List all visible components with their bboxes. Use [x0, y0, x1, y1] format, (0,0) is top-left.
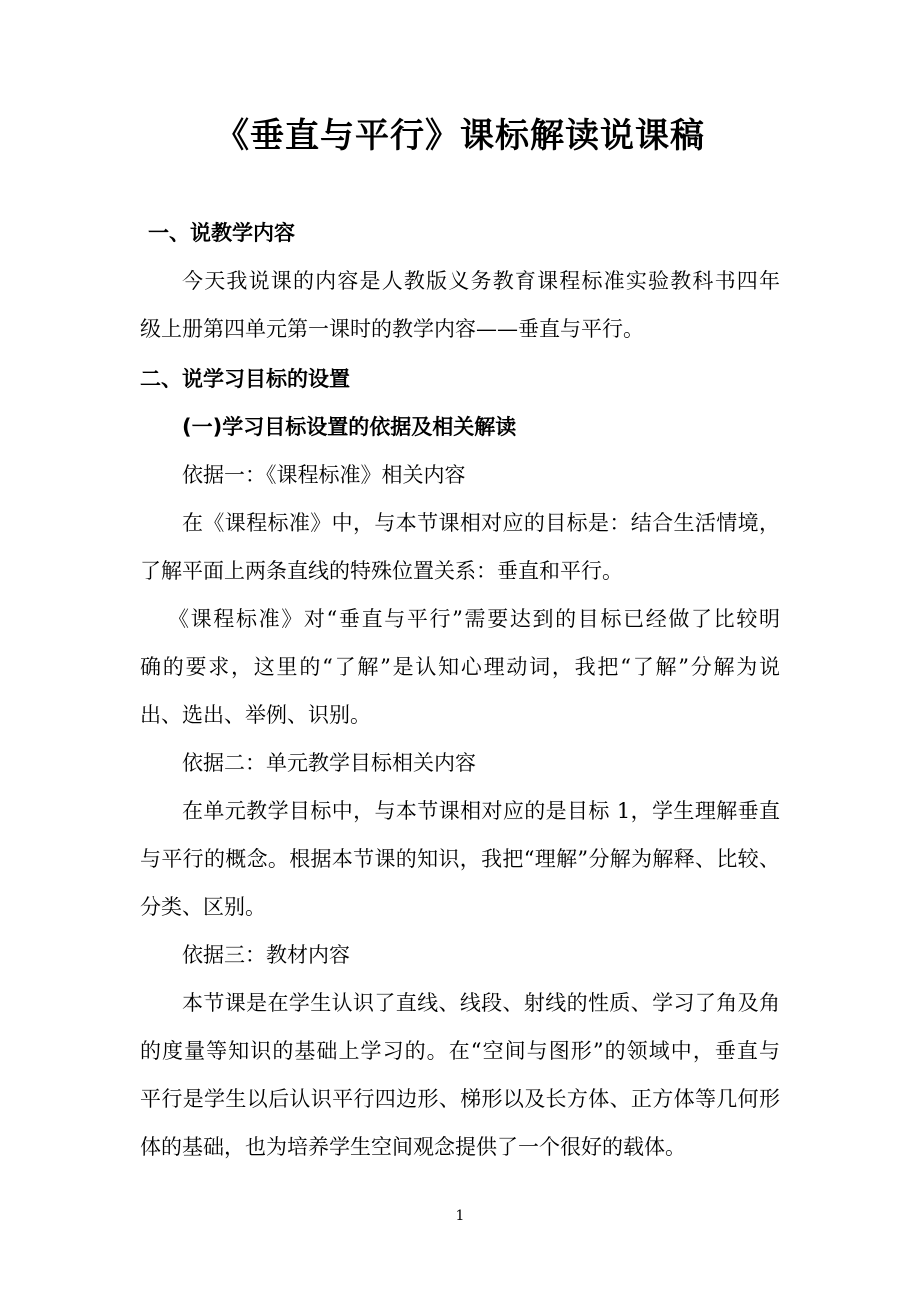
paragraph-line: 出、选出、举例、识别。: [140, 703, 371, 727]
basis-label: 依据二：单元教学目标相关内容: [182, 751, 476, 775]
paragraph-line: 《课程标准》对“垂直与平行”需要达到的目标已经做了比较明: [168, 607, 780, 631]
paragraph-line: 体的基础，也为培养学生空间观念提供了一个很好的载体。: [140, 1135, 686, 1159]
basis-label: 依据三：教材内容: [182, 943, 350, 967]
paragraph-line: 平行是学生以后认识平行四边形、梯形以及长方体、正方体等几何形: [140, 1087, 780, 1111]
subsection-heading: (一)学习目标设置的依据及相关解读: [182, 415, 517, 439]
paragraph-line: 级上册第四单元第一课时的教学内容——垂直与平行。: [140, 317, 644, 341]
basis-label: 依据一：《课程标准》相关内容: [182, 463, 466, 487]
paragraph-line: 了解平面上两条直线的特殊位置关系：垂直和平行。: [140, 559, 623, 583]
paragraph-line: 的度量等知识的基础上学习的。在“空间与图形”的领域中，垂直与: [140, 1039, 780, 1063]
paragraph-line: 今天我说课的内容是人教版义务教育课程标准实验教科书四年: [182, 269, 780, 293]
paragraph-line: 确的要求，这里的“了解”是认知心理动词，我把“了解”分解为说: [140, 655, 780, 679]
paragraph-line: 在《课程标准》中，与本节课相对应的目标是：结合生活情境，: [182, 511, 780, 535]
paragraph-line: 分类、区别。: [140, 895, 266, 919]
section-heading-learning-goals: 二、说学习目标的设置: [140, 367, 350, 391]
paragraph-line: 在单元教学目标中，与本节课相对应的是目标 1，学生理解垂直: [182, 799, 780, 823]
section-heading-teaching-content: 一、说教学内容: [148, 221, 295, 245]
page-number: 1: [455, 1208, 465, 1224]
paragraph-line: 本节课是在学生认识了直线、线段、射线的性质、学习了角及角: [182, 991, 780, 1015]
paragraph-line: 与平行的概念。根据本节课的知识，我把“理解”分解为解释、比较、: [140, 847, 780, 871]
document-title: 《垂直与平行》课标解读说课稿: [215, 116, 705, 156]
